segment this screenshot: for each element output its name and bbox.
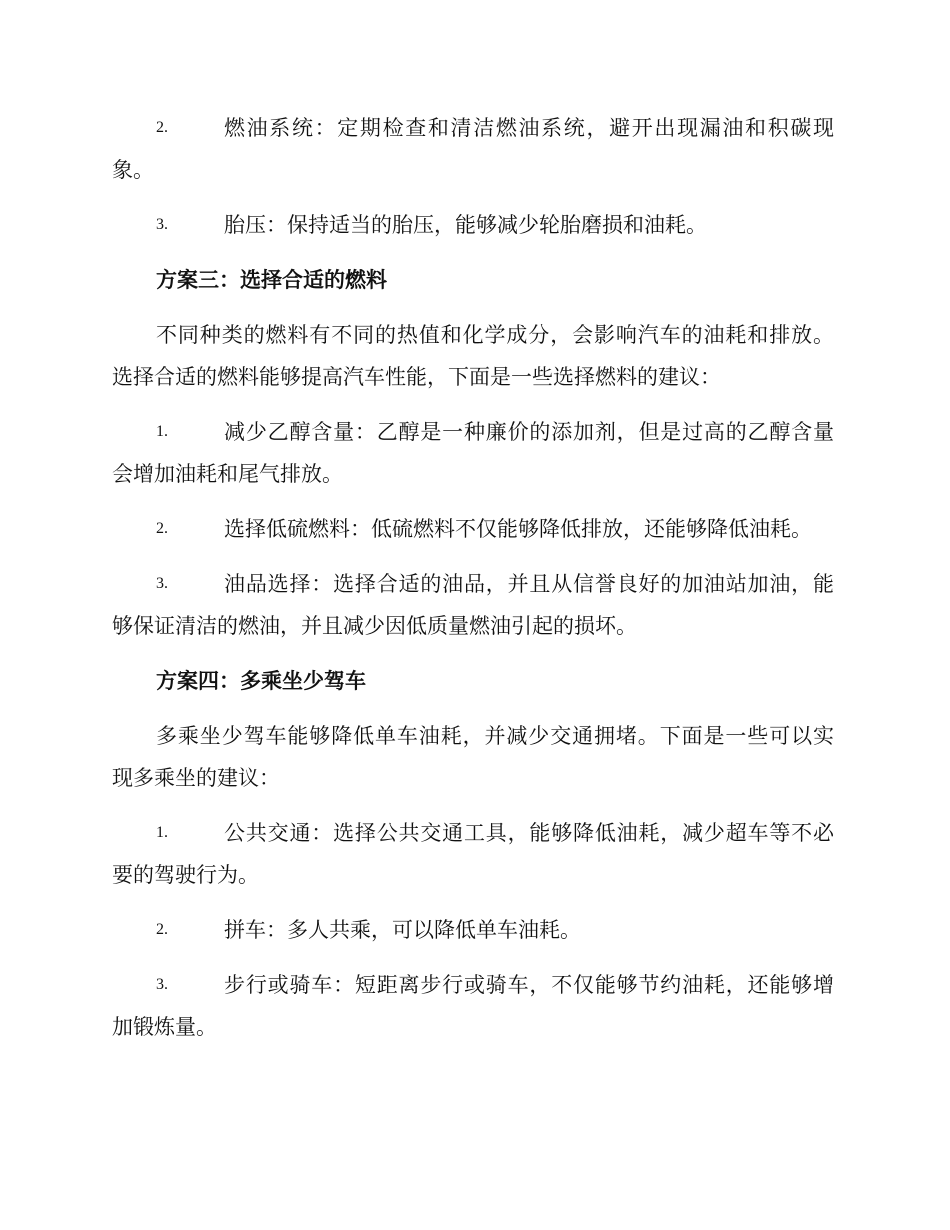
list-item-text-continued: 象。 [112, 158, 154, 182]
paragraph-line: 现多乘坐的建议： [112, 766, 280, 790]
list-number: 2. [156, 119, 168, 136]
list-item-text: 拼车：多人共乘，可以降低单车油耗。 [224, 918, 581, 942]
list-item-text: 公共交通：选择公共交通工具，能够降低油耗，减少超车等不必 [224, 821, 834, 845]
list-item-text: 胎压：保持适当的胎压，能够减少轮胎磨损和油耗。 [224, 213, 707, 237]
list-item-text-continued: 加锻炼量。 [112, 1015, 217, 1039]
list-number: 1. [156, 423, 168, 440]
list-item-text-continued: 够保证清洁的燃油，并且减少因低质量燃油引起的损坏。 [112, 614, 637, 638]
section-heading: 方案四：多乘坐少驾车 [156, 668, 366, 693]
paragraph-line: 不同种类的燃料有不同的热值和化学成分，会影响汽车的油耗和排放。 [156, 323, 834, 347]
list-item-text: 减少乙醇含量：乙醇是一种廉价的添加剂，但是过高的乙醇含量 [224, 420, 834, 444]
list-number: 3. [156, 575, 168, 592]
list-item-text: 油品选择：选择合适的油品，并且从信誉良好的加油站加油，能 [224, 572, 834, 596]
list-number: 1. [156, 824, 168, 841]
list-item-text-continued: 会增加油耗和尾气排放。 [112, 462, 343, 486]
list-number: 3. [156, 976, 168, 993]
paragraph-line: 选择合适的燃料能够提高汽车性能，下面是一些选择燃料的建议： [112, 365, 721, 389]
list-number: 2. [156, 520, 168, 537]
list-number: 3. [156, 216, 168, 233]
list-item-text: 步行或骑车：短距离步行或骑车，不仅能够节约油耗，还能够增 [224, 973, 834, 997]
list-item-text: 选择低硫燃料：低硫燃料不仅能够降低排放，还能够降低油耗。 [224, 517, 812, 541]
list-item-text: 燃油系统：定期检查和清洁燃油系统，避开出现漏油和积碳现 [224, 116, 834, 140]
paragraph-line: 多乘坐少驾车能够降低单车油耗，并减少交通拥堵。下面是一些可以实 [156, 724, 834, 748]
list-item-text-continued: 要的驾驶行为。 [112, 863, 259, 887]
section-heading: 方案三：选择合适的燃料 [156, 267, 387, 292]
list-number: 2. [156, 921, 168, 938]
